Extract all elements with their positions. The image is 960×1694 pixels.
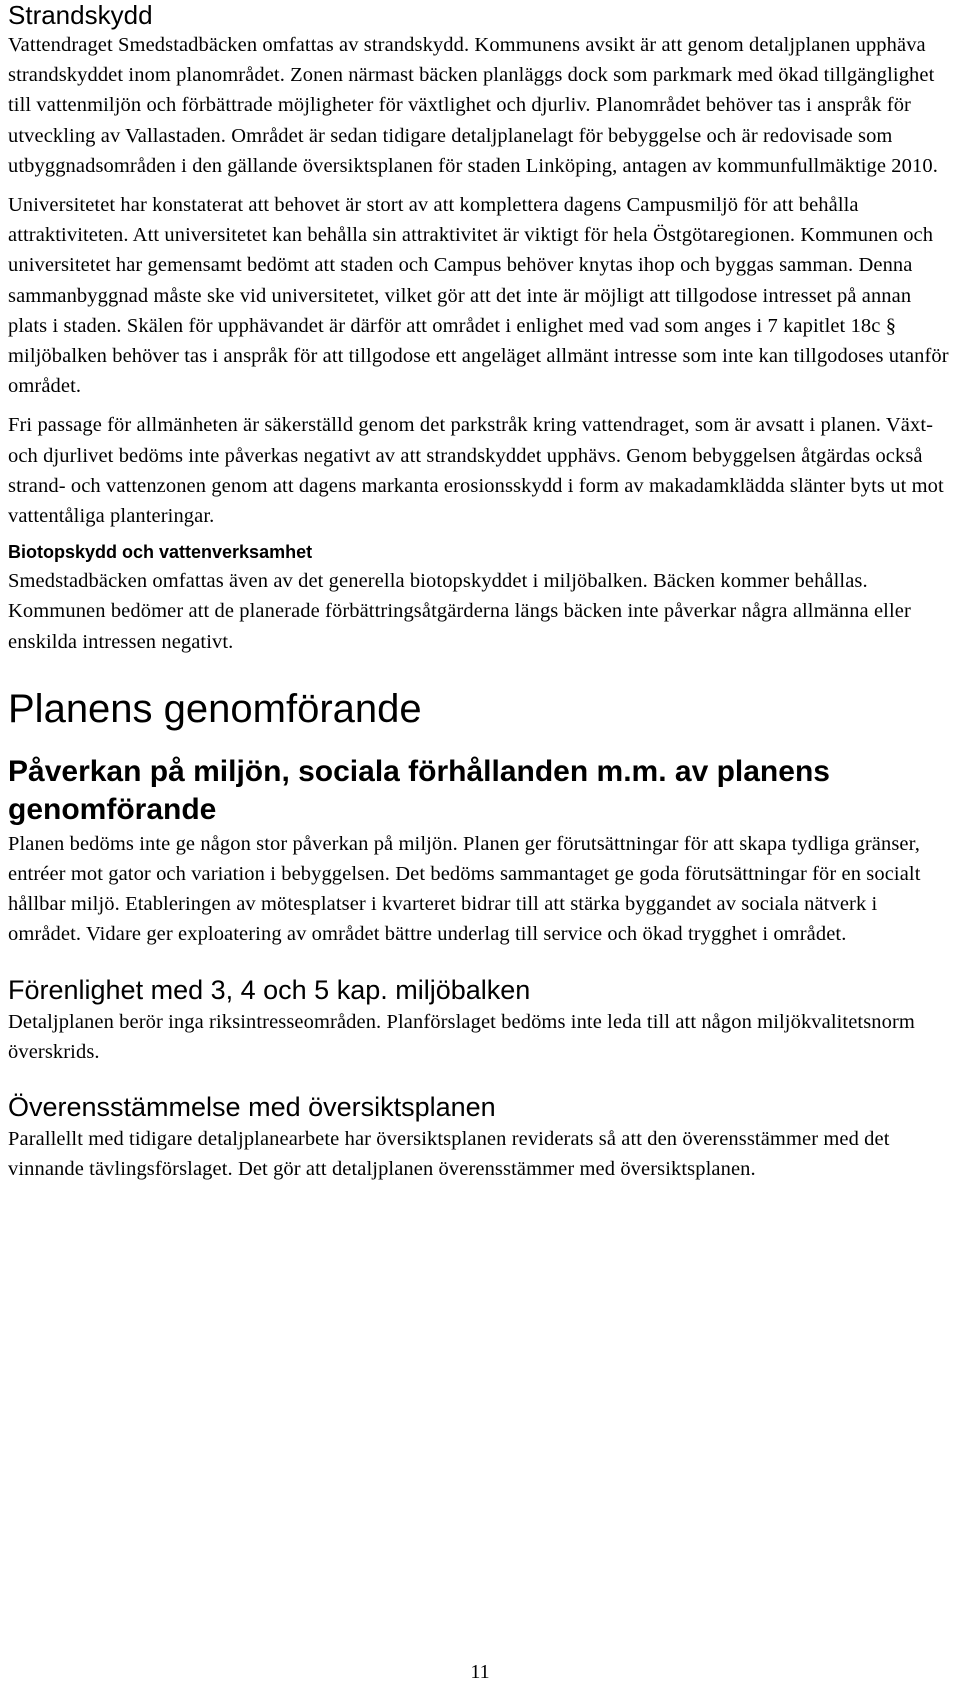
heading-paverkan: Påverkan på miljön, sociala förhållanden m.m. av planens genomförande [8,754,830,826]
paragraph-forenlighet: Detaljplanen berör inga riksintresseområden. Planförslaget bedöms inte leda till att någon miljökvalitetsnorm överskrids. [8,1010,915,1063]
paragraph-overensstammelse: Parallellt med tidigare detaljplanearbete har översiktsplanen reviderats så att den överensstämmer med det vinnande tävlingsförslaget. Det gör att detaljplanen överensstämmer med översiktsplanen. [8,1128,890,1181]
paragraph-paverkan: Planen bedöms inte ge någon stor påverkan på miljön. Planen ger förutsättningar för att skapa tydliga gränser, entréer mot gator och variation i bebyggelsen. Det bedöms sammantaget ge goda förutsättningar för en socialt hållbar miljö. Etableringen av mötesplatser i kvarteret bidrar till att stärka byggandet av sociala nätverk i området. Vidare ger exploatering av området bättre underlag till service och ökad trygghet i området. [8,832,921,946]
heading-biotopskydd: Biotopskydd och vattenverksamhet [8,542,313,563]
heading-forenlighet: Förenlighet med 3, 4 och 5 kap. miljöbalken [8,974,531,1005]
document-page [8,0,952,1184]
paragraph-biotopskydd: Smedstadbäcken omfattas även av det generella biotopskyddet i miljöbalken. Bäcken kommer behållas. Kommunen bedömer att de planerade förbättringsåtgärderna längs bäcken inte påverkar några allmänna eller enskilda intressen negativt. [8,570,911,653]
paragraph-strandskydd-2: Universitetet har konstaterat att behovet är stort av att komplettera dagens Campusmiljö för att behålla attraktiviteten. Att universitetet kan behålla sin attraktivitet är viktigt för hela Östgötaregionen. Kommunen och universitetet har gemensamt bedömt att staden och Campus behöver knytas ihop och byggas samman. Denna sammanbyggnad måste ske vid universitetet, vilket gör att det inte är möjligt att tillgodose intresset på annan plats i staden. Skälen för upphävandet är därför att området i enlighet med vad som anges i 7 kapitlet 18c § miljöbalken behöver tas i anspråk för att tillgodose ett angeläget allmänt intresse som inte kan tillgodoses utanför området. [8,194,949,398]
heading-strandskydd: Strandskydd [8,0,153,30]
page-number: 11 [470,1661,490,1683]
heading-overensstammelse: Överensstämmelse med översiktsplanen [8,1092,496,1123]
paragraph-strandskydd-3: Fri passage för allmänheten är säkerställd genom det parkstråk kring vattendraget, som är avsatt i planen. Växt- och djurlivet bedöms inte påverkas negativt av att strandskyddet upphävs. Genom bebyggelsen åtgärdas också strand- och vattenzonen genom att dagens markanta erosionsskydd i form av makadamklädda slänter byts ut mot vattentåliga planteringar. [8,414,944,528]
heading-planens-genomforande: Planens genomförande [8,686,422,731]
paragraph-strandskydd-1: Vattendraget Smedstadbäcken omfattas av strandskydd. Kommunens avsikt är att genom detaljplanen upphäva strandskyddet inom planområdet. Zonen närmast bäcken planläggs dock som parkmark med ökad tillgänglighet till vattenmiljön och förbättrade möjligheter för växtlighet och djurliv. Planområdet behöver tas i anspråk för utveckling av Vallastaden. Området är sedan tidigare detaljplanelagt för bebyggelse och är redovisade som utbyggnadsområden i den gällande översiktsplanen för staden Linköping, antagen av kommunfullmäktige 2010. [8,34,938,177]
